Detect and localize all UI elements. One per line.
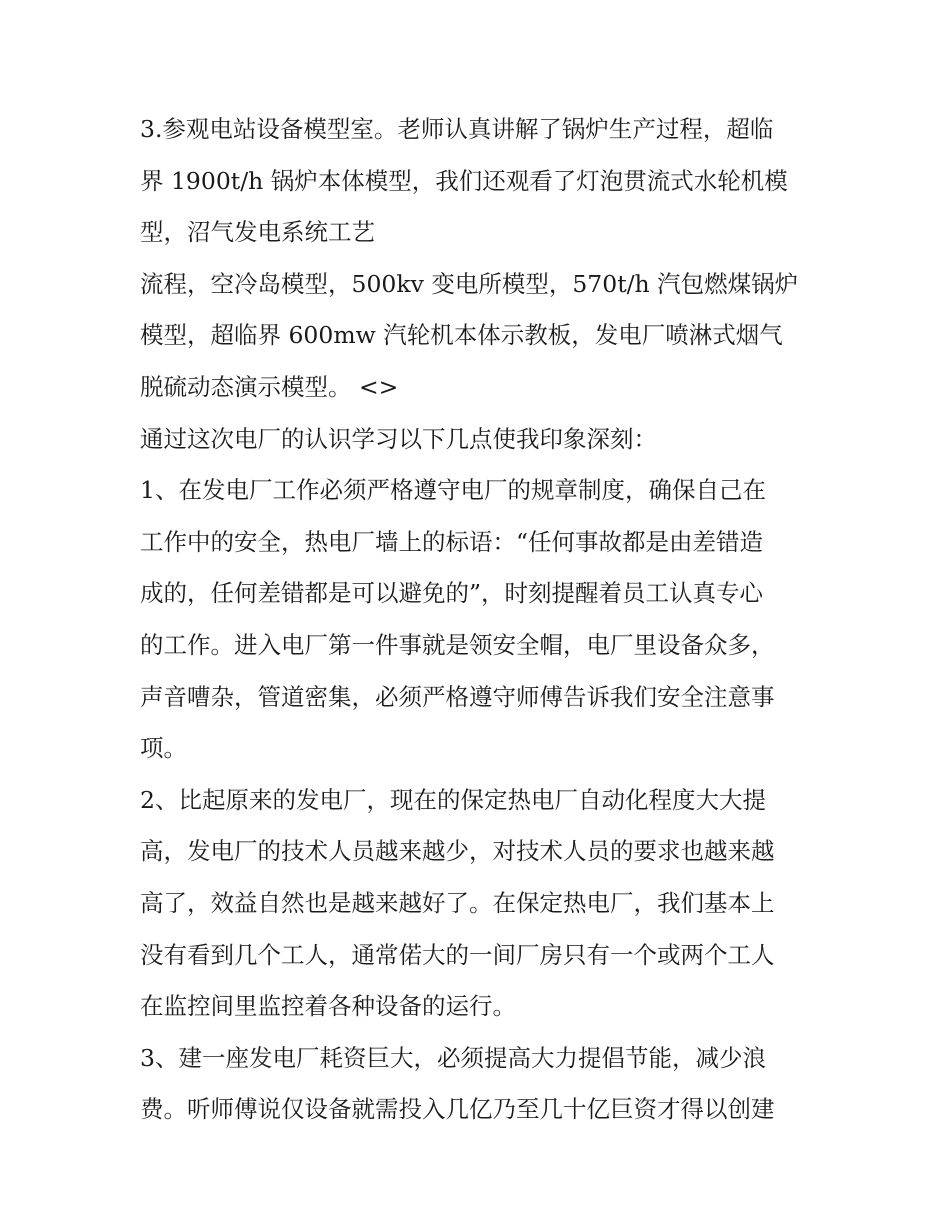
text-line: 脱硫动态演示模型。 <> — [140, 372, 399, 401]
text-line: 声音嘈杂，管道密集，必须严格遵守师傅告诉我们安全注意事 — [140, 682, 775, 711]
text-line: 1、在发电厂工作必须严格遵守电厂的规章制度，确保自己在 — [140, 476, 766, 505]
document-body — [140, 104, 820, 1136]
text-line: 模型，超临界 600mw 汽轮机本体示教板，发电厂喷淋式烟气 — [140, 321, 783, 350]
text-line: 的工作。进入电厂第一件事就是领安全帽，电厂里设备众多， — [140, 630, 775, 659]
text-line: 界 1900t/h 锅炉本体模型，我们还观看了灯泡贯流式水轮机模 — [140, 166, 788, 195]
text-line: 3、建一座发电厂耗资巨大，必须提高大力提倡节能，减少浪 — [140, 1043, 766, 1072]
text-line: 型，沼气发电系统工艺 — [140, 218, 375, 247]
text-line: 费。听师傅说仅设备就需投入几亿乃至几十亿巨资才得以创建 — [140, 1095, 775, 1124]
text-line: 在监控间里监控着各种设备的运行。 — [140, 992, 516, 1021]
text-line: 流程，空冷岛模型，500kv 变电所模型，570t/h 汽包燃煤锅炉 — [140, 269, 799, 298]
text-line: 工作中的安全，热电厂墙上的标语：“任何事故都是由差错造 — [140, 527, 764, 556]
text-line: 没有看到几个工人，通常偌大的一间厂房只有一个或两个工人 — [140, 940, 775, 969]
text-line: 成的，任何差错都是可以避免的”，时刻提醒着员工认真专心 — [140, 579, 764, 608]
text-line: 通过这次电厂的认识学习以下几点使我印象深刻： — [140, 424, 657, 453]
text-line: 项。 — [140, 734, 187, 763]
text-line: 高了，效益自然也是越来越好了。在保定热电厂，我们基本上 — [140, 888, 775, 917]
text-line: 2、比起原来的发电厂，现在的保定热电厂自动化程度大大提 — [140, 785, 766, 814]
text-line: 3.参观电站设备模型室。老师认真讲解了锅炉生产过程，超临 — [140, 115, 774, 143]
text-line: 高，发电厂的技术人员越来越少，对技术人员的要求也越来越 — [140, 837, 775, 866]
